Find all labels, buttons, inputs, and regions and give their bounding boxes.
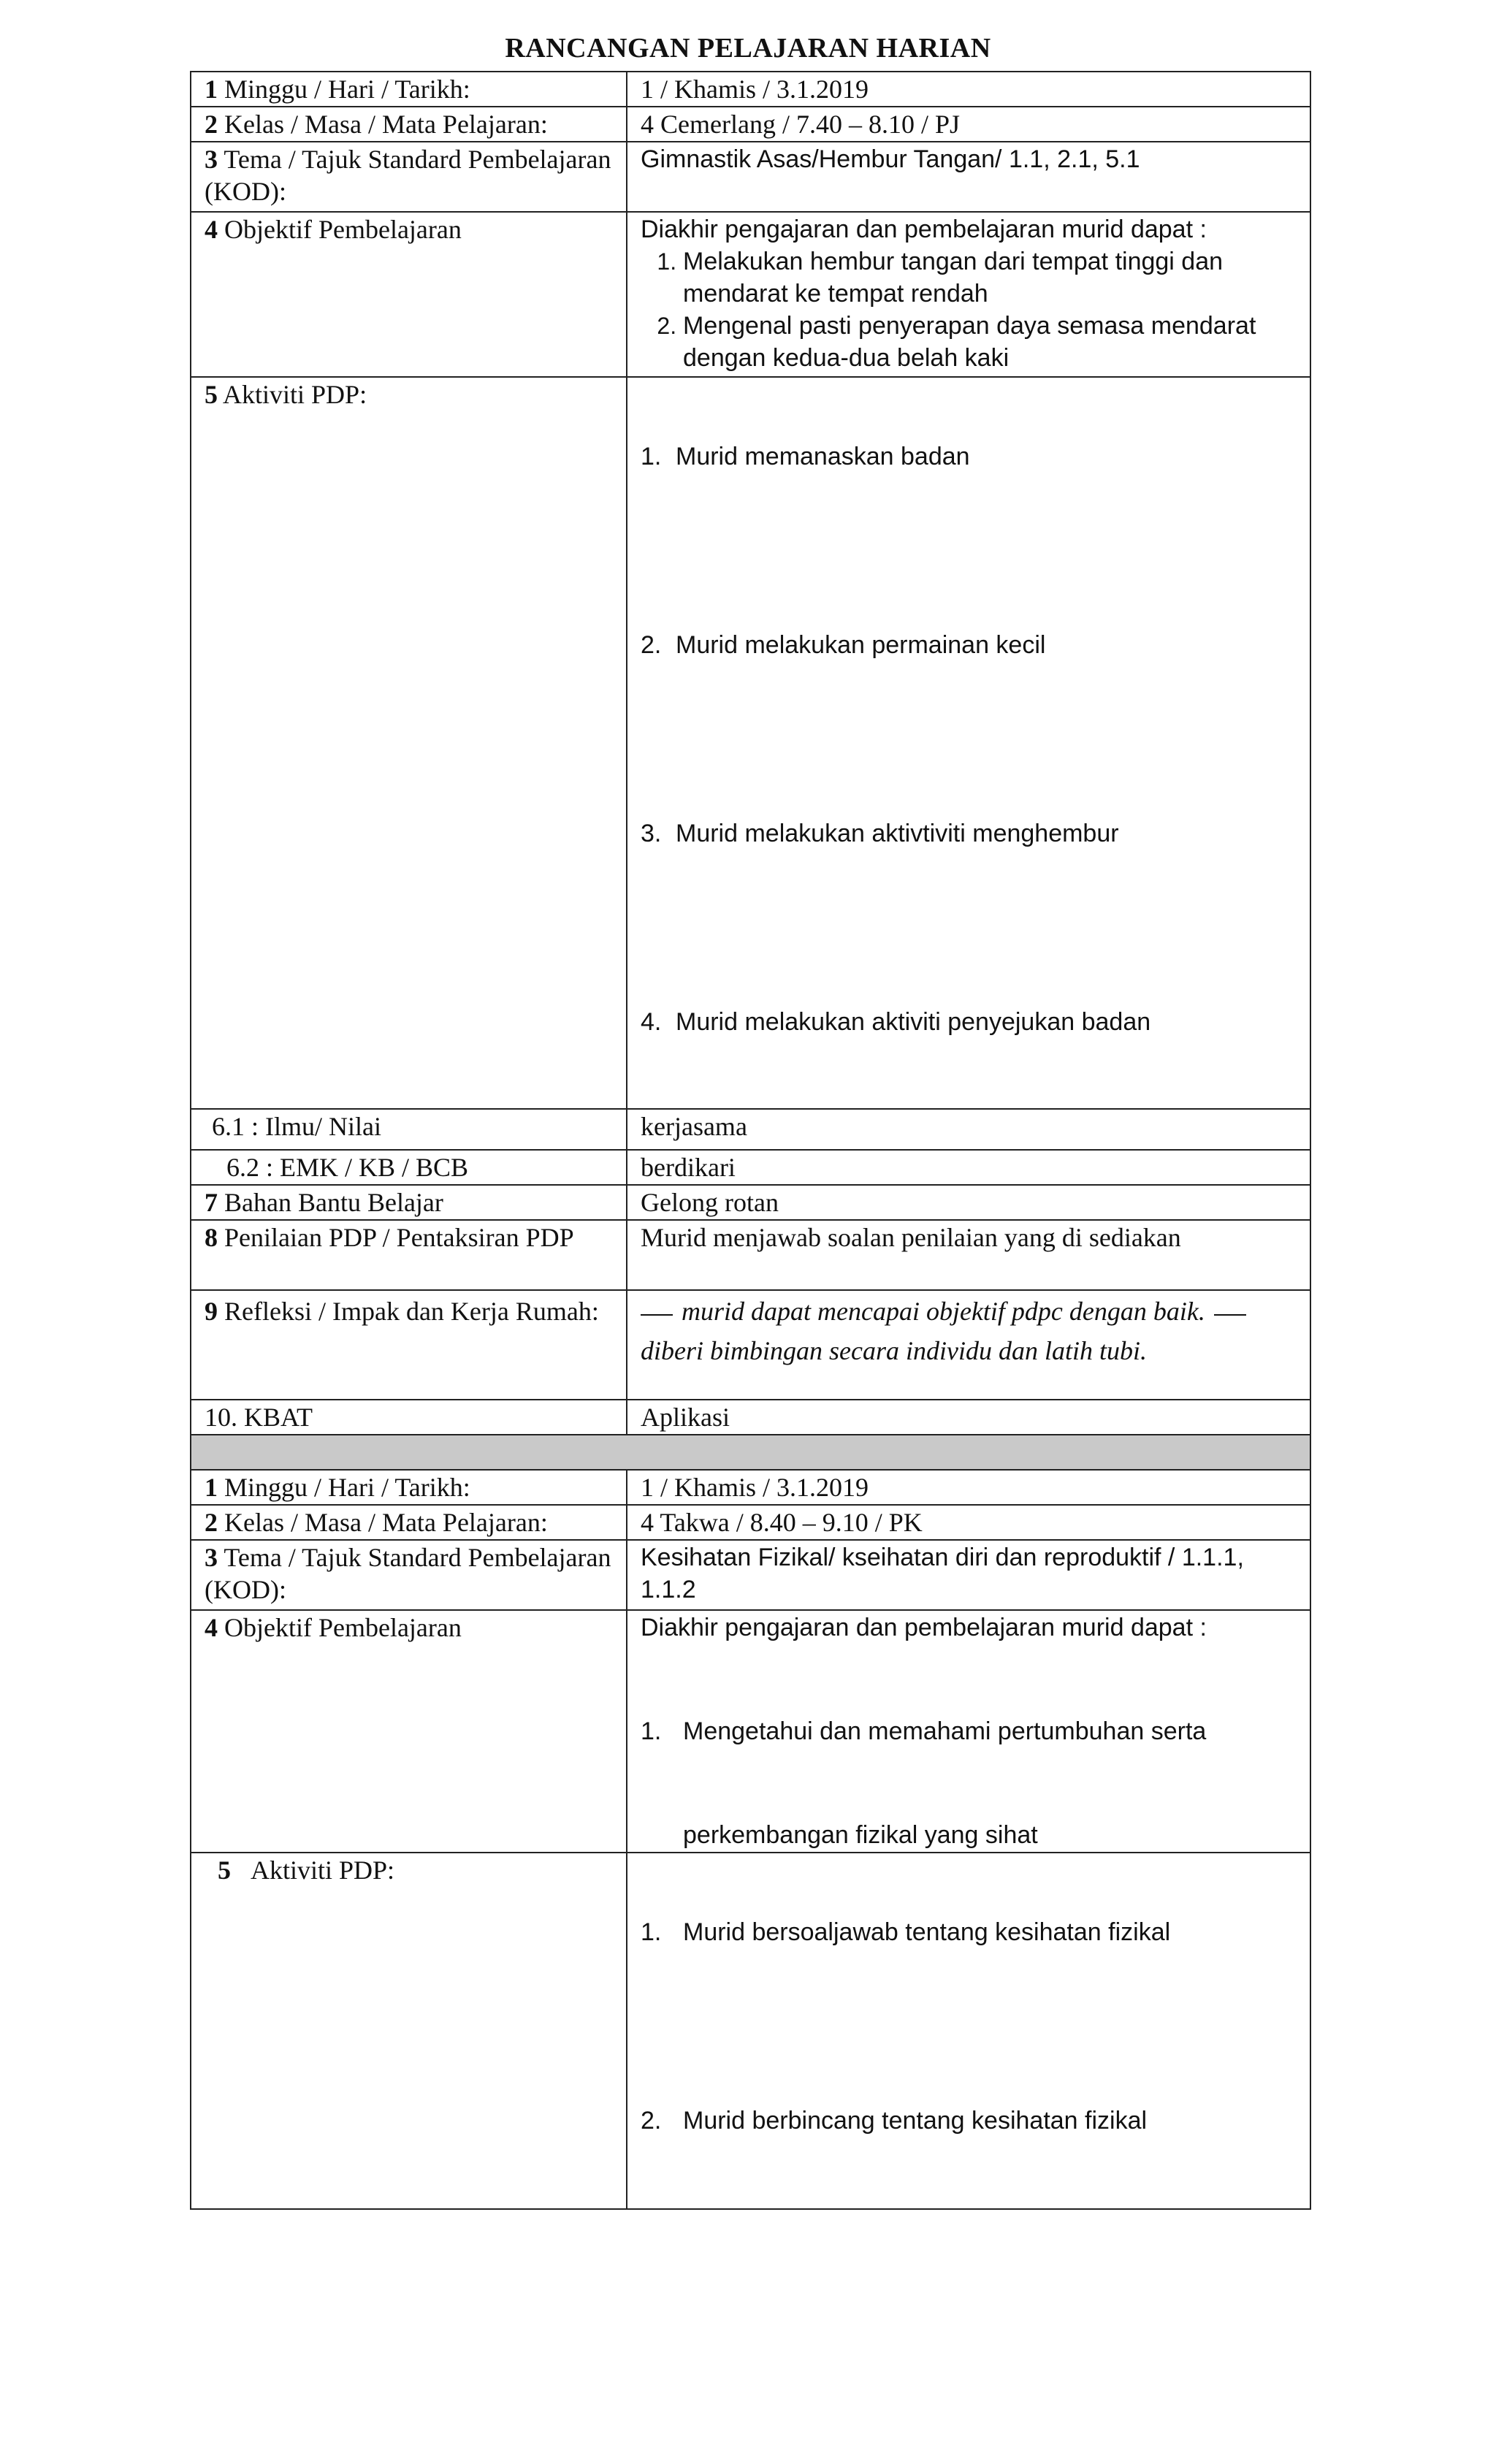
value-cell: Kesihatan Fizikal/ kseihatan diri dan reproduktif / 1.1.1, 1.1.2 xyxy=(627,1540,1310,1610)
value-cell: kerjasama xyxy=(627,1109,1310,1150)
label-cell: 10. KBAT xyxy=(191,1400,627,1435)
value-cell: 4 Cemerlang / 7.40 – 8.10 / PJ xyxy=(627,107,1310,142)
plan1-row-emk xyxy=(191,1150,1310,1185)
plan1-row-week-day-date xyxy=(191,72,1310,107)
reflection-line: diberi bimbingan secara individu dan latih tubi. xyxy=(641,1336,1147,1365)
plan1-row-class-time-subject xyxy=(191,107,1310,142)
plan1-row-theme-topic xyxy=(191,142,1310,212)
label-cell: 6.1 : Ilmu/ Nilai xyxy=(191,1109,627,1150)
list-item: 2. Murid melakukan permainan kecil xyxy=(641,631,1046,659)
value-cell: 1 / Khamis / 3.1.2019 xyxy=(627,72,1310,107)
label-cell: 7 Bahan Bantu Belajar xyxy=(191,1185,627,1220)
label-cell: 3 Tema / Tajuk Standard Pembelajaran (KOD): xyxy=(191,1540,627,1610)
list-item: 1. Murid bersoaljawab tentang kesihatan fizikal xyxy=(641,1918,1171,1946)
value-cell: Gelong rotan xyxy=(627,1185,1310,1220)
value-cell: Aplikasi xyxy=(627,1400,1310,1435)
label-cell: 5 Aktiviti PDP: xyxy=(191,377,627,1109)
plan1-row-knowledge-values xyxy=(191,1109,1310,1150)
list-item: 3. Murid melakukan aktivtiviti menghembur xyxy=(641,820,1119,847)
value-cell: berdikari xyxy=(627,1150,1310,1185)
plan1-row-kbat xyxy=(191,1400,1310,1435)
label-cell: 6.2 : EMK / KB / BCB xyxy=(191,1150,627,1185)
value-cell: Gimnastik Asas/Hembur Tangan/ 1.1, 2.1, 5.1 xyxy=(627,142,1310,212)
value-cell: 4 Takwa / 8.40 – 9.10 / PK xyxy=(627,1505,1310,1540)
plan1-row-objectives xyxy=(191,212,1310,377)
label-cell: 1 Minggu / Hari / Tarikh: xyxy=(191,1470,627,1505)
reflection-line: murid dapat mencapai objektif pdpc dengan baik. xyxy=(641,1292,1298,1331)
plan2-row-objectives xyxy=(191,1610,1310,1853)
list-item-continuation: perkembangan fizikal yang sihat xyxy=(683,1821,1038,1849)
page-title: RANCANGAN PELAJARAN HARIAN xyxy=(505,33,991,64)
plan2-row-activities xyxy=(191,1853,1310,2209)
lesson-plan-table xyxy=(190,71,1311,2210)
reflection-cell xyxy=(627,1290,1310,1400)
plan1-row-teaching-aids xyxy=(191,1185,1310,1220)
list-item: 2. Murid berbincang tentang kesihatan fizikal xyxy=(641,2107,1148,2135)
label-cell: 4 Objektif Pembelajaran xyxy=(191,212,627,377)
list-item: 1. Mengetahui dan memahami pertumbuhan serta xyxy=(641,1717,1207,1745)
plan1-row-activities xyxy=(191,377,1310,1109)
objectives-cell xyxy=(627,1610,1310,1853)
activities-cell xyxy=(627,1853,1310,2209)
value-cell: 1 / Khamis / 3.1.2019 xyxy=(627,1470,1310,1505)
list-item: 4. Murid melakukan aktiviti penyejukan badan xyxy=(641,1008,1151,1036)
label-cell: 4 Objektif Pembelajaran xyxy=(191,1610,627,1853)
label-cell: 5 Aktiviti PDP: xyxy=(191,1853,627,2209)
list-item: 2. Mengenal pasti penyerapan daya semasa mendarat dengan kedua-dua belah kaki xyxy=(683,310,1298,374)
objectives-list xyxy=(641,245,1298,374)
label-cell: 1 Minggu / Hari / Tarikh: xyxy=(191,72,627,107)
plan2-row-class-time-subject xyxy=(191,1505,1310,1540)
value-cell: Murid menjawab soalan penilaian yang di sediakan xyxy=(627,1220,1310,1290)
label-cell: 2 Kelas / Masa / Mata Pelajaran: xyxy=(191,107,627,142)
separator-cell xyxy=(191,1435,1310,1470)
label-cell: 9 Refleksi / Impak dan Kerja Rumah: xyxy=(191,1290,627,1400)
list-item: 1. Melakukan hembur tangan dari tempat tinggi dan mendarat ke tempat rendah xyxy=(683,245,1298,310)
objectives-cell xyxy=(627,212,1310,377)
list-item: 1. Murid memanaskan badan xyxy=(641,443,970,470)
separator-row xyxy=(191,1435,1310,1470)
plan2-row-week-day-date xyxy=(191,1470,1310,1505)
label-cell: 8 Penilaian PDP / Pentaksiran PDP xyxy=(191,1220,627,1290)
label-cell: 2 Kelas / Masa / Mata Pelajaran: xyxy=(191,1505,627,1540)
activities-cell xyxy=(627,377,1310,1109)
objectives-intro: Diakhir pengajaran dan pembelajaran murid dapat : xyxy=(641,215,1207,243)
plan1-row-reflection xyxy=(191,1290,1310,1400)
plan2-row-theme-topic xyxy=(191,1540,1310,1610)
objectives-intro: Diakhir pengajaran dan pembelajaran murid dapat : xyxy=(641,1614,1207,1641)
plan1-row-assessment xyxy=(191,1220,1310,1290)
label-cell: 3 Tema / Tajuk Standard Pembelajaran (KOD): xyxy=(191,142,627,212)
